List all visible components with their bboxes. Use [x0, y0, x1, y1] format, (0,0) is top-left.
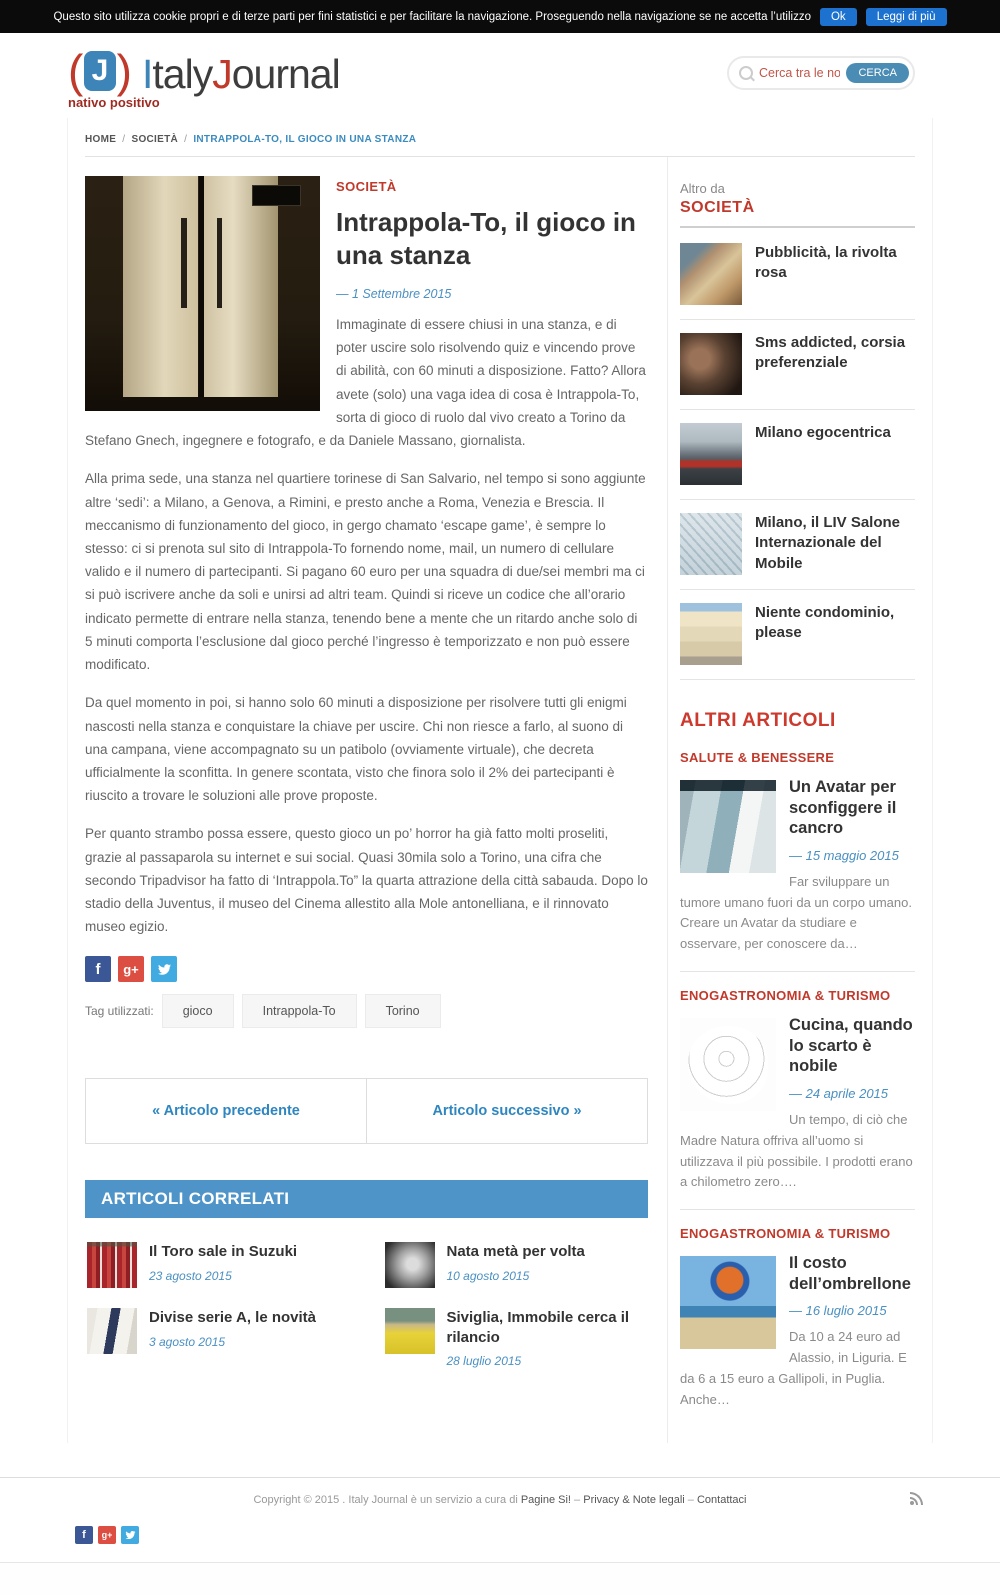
breadcrumb-separator: /: [184, 134, 188, 145]
twitter-icon[interactable]: [121, 1526, 139, 1544]
copyright-line: [0, 1494, 1000, 1506]
logo-icon: [68, 45, 132, 97]
elevator-door-right: [203, 176, 278, 397]
related-thumb-newborn[interactable]: [385, 1242, 435, 1288]
footer-separator: –: [571, 1493, 584, 1506]
related-thumb-toro-crowd[interactable]: [87, 1242, 137, 1288]
tag-torino[interactable]: Torino: [365, 994, 441, 1028]
related-date: 28 luglio 2015: [446, 1354, 522, 1369]
article-pagination: [85, 1078, 648, 1144]
sidebar-featured-item: [680, 1015, 915, 1210]
sidebar-item-title[interactable]: Niente condominio, please: [755, 604, 895, 642]
article-paragraph: Alla prima sede, una stanza nel quartiere torinese di San Salvario, nel tempo si sono aggiunte altre ‘sedi’: a Milano, a Genova, a Rimini, e presto anche a Roma, Venezia e Brescia. Il meccanismo di funzionamento del gioco, in gergo chamato ‘escape game’, è sempre lo stesso: ci si prenota sul sito di Intrappola-To fornendo nome, mail, un numero di cellulare valido e il numero di partecipanti. Si pagano 60 euro per una squadra di due/sei membri ma ci si può iscrivere anche da soli e unirsi ad altri team. Quindi si riceve un codice che all’orario indicato permette di entrare nella stanza, tenendo bene a mente che un ritardo anche solo di 5 minuti comporta l’esclusione dal gioco perché l’ingresso è temporizzato e non può essere modificato.: [85, 471, 646, 673]
breadcrumb: [68, 118, 932, 156]
cookie-bar: [0, 0, 1000, 33]
sidebar-featured-date: — 24 aprile 2015: [789, 1085, 889, 1101]
logo-paren-open: (: [68, 45, 84, 97]
related-articles-grid: [87, 1242, 646, 1368]
related-thumb-immobile[interactable]: [385, 1308, 435, 1354]
sidebar-item: [680, 500, 915, 590]
related-date: 3 agosto 2015: [149, 1334, 226, 1349]
google-plus-share-icon[interactable]: g+: [118, 956, 144, 982]
sidebar-featured-excerpt: Da 10 a 24 euro ad Alassio, in Liguria. E da 6 a 15 euro a Gallipoli, in Puglia. Anche…: [680, 1329, 907, 1407]
article-paragraph: Immaginate di essere chiusi in una stanza, e di poter uscire solo risolvendo quiz e vincendo prove di abilità, con 60 minuti a disposizione. Fatto? Allora avete (solo) una vaga idea di cosa è Intrappola-To, sorta di gioco di ruolo dal vivo creato a Torino da Stefano Gnech, ingegnere e fotografo, e da Daniele Massano, giornalista.: [85, 317, 646, 449]
logo-paren-close: ): [116, 45, 132, 97]
footer-link-pagine-si[interactable]: Pagine Si!: [520, 1493, 571, 1506]
related-item: [87, 1308, 349, 1368]
sidebar-thumb-apartment-building[interactable]: [680, 603, 742, 665]
sidebar-featured-title[interactable]: Cucina, quando lo scarto è nobile: [789, 1016, 913, 1076]
footer-link-contattaci[interactable]: Contattaci: [696, 1493, 747, 1506]
related-date: 23 agosto 2015: [149, 1268, 232, 1283]
footer-link-privacy[interactable]: Privacy & Note legali: [583, 1493, 685, 1506]
logo-j-mark: J: [84, 51, 115, 91]
sidebar-item-title[interactable]: Sms addicted, corsia preferenziale: [755, 334, 906, 372]
tags-row: [85, 994, 648, 1028]
facebook-icon[interactable]: f: [75, 1526, 93, 1544]
section-category-enogastronomia[interactable]: ENOGASTRONOMIA & TURISMO: [680, 988, 891, 1004]
sidebar-featured-excerpt: Un tempo, di ciò che Madre Natura offriva all’uomo si utilizzava il più possibile. I prodotti erano a chilometro zero….: [680, 1111, 913, 1190]
related-thumb-jersey[interactable]: [87, 1308, 137, 1354]
sidebar-featured-date: — 15 maggio 2015: [789, 847, 899, 863]
search-icon: [739, 66, 753, 80]
logo-wordmark: [142, 45, 340, 103]
breadcrumb-current: INTRAPPOLA-TO, IL GIOCO IN UNA STANZA: [193, 134, 417, 145]
other-articles-heading: ALTRI ARTICOLI: [680, 710, 836, 731]
related-item: [385, 1308, 647, 1368]
site-footer: [0, 1477, 1000, 1562]
facebook-share-icon[interactable]: f: [85, 956, 111, 982]
sidebar-item: [680, 410, 915, 500]
cookie-message: Questo sito utilizza cookie propri e di terze parti per fini statistici e per facilitare la navigazione. Proseguendo nella navigazione se ne accetta l’utilizzo: [53, 10, 811, 23]
sidebar-item: [680, 230, 915, 320]
main-column: [85, 157, 668, 1443]
sidebar-featured-title[interactable]: Il costo dell’ombrellone: [789, 1254, 911, 1293]
page-container: [67, 118, 933, 1443]
sidebar-thumb-chef-sketch[interactable]: [680, 1018, 776, 1111]
content-layout: [68, 157, 932, 1443]
tags-label: Tag utilizzati:: [85, 1004, 154, 1019]
search-bar: [727, 56, 915, 90]
search-button[interactable]: CERCA: [846, 63, 909, 83]
related-title[interactable]: Siviglia, Immobile cerca il rilancio: [446, 1309, 630, 1346]
twitter-bird-icon: [157, 963, 172, 976]
tag-intrappola-to[interactable]: Intrappola-To: [242, 994, 357, 1028]
cookie-more-button[interactable]: Leggi di più: [866, 8, 947, 26]
cookie-ok-button[interactable]: Ok: [820, 8, 857, 26]
breadcrumb-home[interactable]: HOME: [85, 134, 117, 145]
copyright-text: Copyright © 2015 . Italy Journal è un servizio a cura di: [253, 1493, 521, 1506]
tag-gioco[interactable]: gioco: [162, 994, 234, 1028]
breadcrumb-separator: /: [122, 134, 126, 145]
sidebar-more-from-label: Altro da: [680, 181, 725, 196]
elevator-handle-left: [181, 218, 187, 307]
sidebar-featured-date: — 16 luglio 2015: [789, 1303, 887, 1319]
sidebar-featured-item: [680, 777, 915, 972]
elevator-door-gap: [199, 176, 203, 397]
section-category-salute[interactable]: SALUTE & BENESSERE: [680, 750, 835, 765]
page-bottom-strip: [0, 1562, 1000, 1595]
sidebar-thumb-phone-hand[interactable]: [680, 333, 742, 395]
share-row: [85, 956, 648, 982]
related-title[interactable]: Divise serie A, le novità: [149, 1309, 317, 1327]
logo-tagline: nativo positivo: [68, 95, 160, 110]
sidebar-thumb-laboratory[interactable]: [680, 780, 776, 873]
sidebar-featured-item: [680, 1253, 915, 1426]
article-title: Intrappola-To, il gioco in una stanza: [336, 207, 636, 270]
logo-letter-j: J: [212, 51, 232, 97]
rss-icon[interactable]: [908, 1492, 924, 1508]
breadcrumb-societa[interactable]: SOCIETÀ: [131, 134, 179, 145]
footer-social-row: [75, 1526, 1000, 1544]
related-item: [87, 1242, 349, 1288]
site-header: [0, 33, 1000, 118]
sidebar-featured-excerpt: Far sviluppare un tumore umano fuori da un corpo umano. Creare un Avatar da studiare e osservare, per conoscere da…: [680, 873, 912, 952]
sidebar-item: [680, 590, 915, 680]
related-articles-heading: ARTICOLI CORRELATI: [85, 1180, 648, 1218]
article-category-link[interactable]: SOCIETÀ: [336, 179, 397, 194]
sidebar-category-heading[interactable]: SOCIETÀ: [680, 199, 755, 216]
elevator-handle-right: [217, 218, 223, 307]
sidebar-thumb-market-scene[interactable]: [680, 243, 742, 305]
google-plus-icon[interactable]: g+: [98, 1526, 116, 1544]
sidebar-item: [680, 320, 915, 410]
sidebar-thumb-overpass[interactable]: [680, 423, 742, 485]
previous-article-link[interactable]: « Articolo precedente: [86, 1079, 367, 1143]
related-title[interactable]: Il Toro sale in Suzuki: [149, 1243, 298, 1261]
sidebar-thumb-beach-umbrella[interactable]: [680, 1256, 776, 1349]
twitter-bird-icon: [125, 1530, 136, 1540]
sidebar-thumb-glass-pavilion[interactable]: [680, 513, 742, 575]
related-date: 10 agosto 2015: [446, 1268, 530, 1283]
elevator-vent: [252, 185, 301, 206]
twitter-share-icon[interactable]: [151, 956, 177, 982]
sidebar: [680, 157, 915, 1443]
article-date: — 1 Settembre 2015: [336, 287, 452, 301]
logo-letter-i: I: [142, 51, 153, 97]
sidebar-item-title[interactable]: Milano, il LIV Salone Internazionale del Mobile: [755, 514, 901, 572]
sidebar-item-title[interactable]: Pubblicità, la rivolta rosa: [755, 244, 897, 282]
logo-ournal: ournal: [231, 51, 340, 97]
sidebar-item-title[interactable]: Milano egocentrica: [755, 424, 891, 441]
related-item: [385, 1242, 647, 1288]
next-article-link[interactable]: Articolo successivo »: [432, 1103, 582, 1120]
related-title[interactable]: Nata metà per volta: [446, 1243, 585, 1261]
sidebar-featured-title[interactable]: Un Avatar per sconfiggere il cancro: [789, 778, 897, 838]
article-featured-image-elevator: [85, 176, 320, 411]
article-paragraph: Da quel momento in poi, si hanno solo 60 minuti a disposizione per risolvere tutti gli enigmi nascosti nella stanza e conquistare la chiave per uscire. Chi non riesce a farlo, al suono di una campana, viene accompagnato su un patibolo (ovviamente virtuale), che decreta ufficialmente la sconfitta. In genere scontata, visto che finora solo il 2% dei partecipanti è riuscito a trovare le soluzioni alle prove proposte.: [85, 695, 627, 804]
footer-separator: –: [684, 1493, 697, 1506]
sidebar-heading-divider: [680, 226, 915, 228]
logo-taly: taly: [152, 51, 213, 97]
section-category-enogastronomia[interactable]: ENOGASTRONOMIA & TURISMO: [680, 1226, 891, 1242]
article-paragraph: Per quanto strambo possa essere, questo gioco un po’ horror ha già fatto molti proseliti, grazie al passaparola su internet e sui social. Quasi 30mila solo a Torino, una cifra che secondo Tripadvisor ha fatto di ‘Intrappola.To” la quarta attrazione della città sabauda. Dopo lo stadio della Juventus, il museo del Cinema allestito alla Mole antonelliana, e il rinnovato museo egizio.: [85, 826, 648, 935]
search-input[interactable]: [753, 66, 846, 80]
